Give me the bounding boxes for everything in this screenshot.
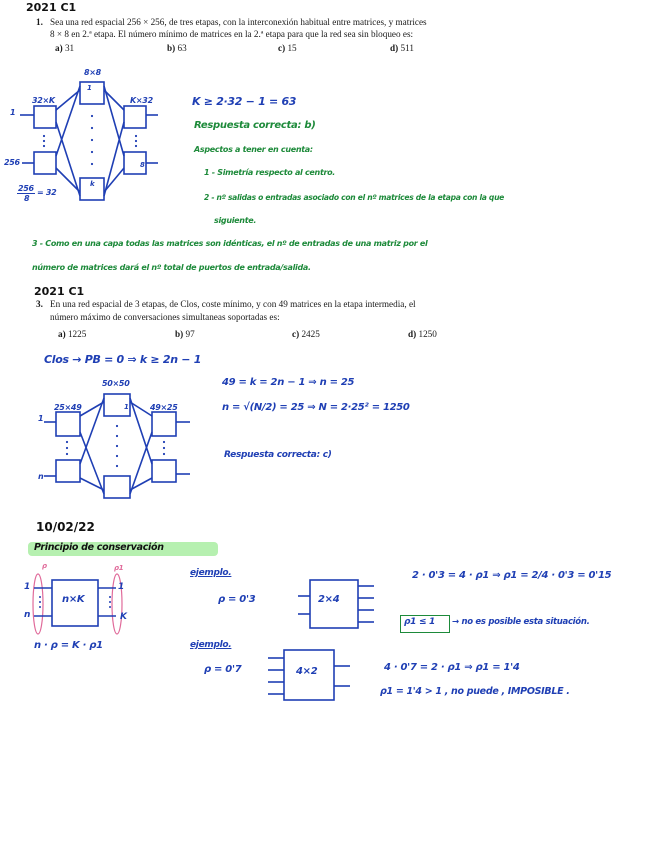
example1-matrix-diagram — [296, 574, 386, 634]
question3-option-b: b) 97 — [175, 329, 195, 339]
rho-input-label: ρ — [42, 562, 47, 570]
question3-option-a: a) 1225 — [58, 329, 87, 339]
clos-network-diagram-2 — [0, 380, 200, 500]
example1-label: ejemplo. — [190, 568, 232, 578]
diagram1-fraction-num: 256 — [18, 184, 34, 193]
question3-option-d: d) 1250 — [408, 329, 437, 339]
aspect-3-line2: número de matrices dará el nº total de puertos de entrada/salida. — [32, 263, 311, 272]
example1-box-label: 2×4 — [318, 594, 340, 605]
question3-option-c: c) 2425 — [292, 329, 320, 339]
diagram2-input-bottom: n — [38, 472, 44, 481]
question1-option-d: d) 511 — [390, 43, 414, 53]
formula-k: K ≥ 2·32 − 1 = 63 — [192, 95, 297, 108]
example1-calc: 2 · 0'3 = 4 · ρ1 ⇒ ρ1 = 2/4 · 0'3 = 0'15 — [412, 570, 612, 581]
answer-3: Respuesta correcta: c) — [224, 450, 332, 460]
clos-condition: Clos → PB = 0 ⇒ k ≥ 2n − 1 — [44, 353, 202, 366]
right-output-k: K — [120, 612, 127, 622]
question1-option-b: b) 63 — [167, 43, 187, 53]
question3-line1: En una red espacial de 3 etapas, de Clos, coste mínimo, y con 49 matrices en la etapa intermedia, el — [50, 299, 416, 309]
question3-line2: número máximo de conversaciones simultaneas soportadas es: — [50, 312, 280, 322]
aspect-2-line1: 2 - nº salidas o entradas asociado con el nº matrices de la etapa con la que — [204, 193, 505, 202]
section2-header: 2021 C1 — [34, 285, 85, 298]
example1-boxed-condition: ρ1 ≤ 1 — [404, 617, 435, 627]
diagram2-right-label: 49×25 — [150, 403, 178, 412]
diagram1-fraction-eq: = 32 — [37, 188, 57, 197]
aspects-title: Aspectos a tener en cuenta: — [194, 145, 313, 154]
question1-option-a: a) 31 — [55, 43, 75, 53]
diagram1-input-bottom: 256 — [4, 158, 20, 167]
diagram2-middle-label: 50×50 — [102, 379, 130, 388]
example2-calc: 4 · 0'7 = 2 · ρ1 ⇒ ρ1 = 1'4 — [384, 662, 520, 673]
example2-box-label: 4×2 — [296, 666, 318, 677]
example2-rho: ρ = 0'7 — [204, 664, 242, 675]
principle-title: Principio de conservación — [34, 542, 164, 553]
question1-option-c: c) 15 — [278, 43, 297, 53]
diagram2-input-top: 1 — [38, 414, 44, 423]
question1-number: 1. — [36, 17, 43, 27]
rho-output-label: ρ1 — [114, 564, 124, 572]
answer-1: Respuesta correcta: b) — [194, 120, 316, 131]
example1-rho: ρ = 0'3 — [218, 594, 256, 605]
diagram1-left-label: 32×K — [32, 96, 55, 105]
aspect-3-line1: 3 - Como en una capa todas las matrices son idénticas, el nº de entradas de una matriz por el — [32, 239, 428, 248]
clos-calc-line2: n = √(N/2) = 25 ⇒ N = 2·25² = 1250 — [222, 402, 410, 413]
left-input-n: n — [24, 610, 31, 620]
right-output-1: 1 — [118, 582, 124, 592]
example2-label: ejemplo. — [190, 640, 232, 650]
aspect-1: 1 - Simetría respecto al centro. — [204, 168, 336, 177]
matrix-nxk-label: n×K — [62, 594, 85, 605]
clos-calc-line1: 49 = k = 2n − 1 ⇒ n = 25 — [222, 377, 355, 388]
diagram1-fraction-den: 8 — [24, 194, 30, 203]
diagram1-box-8: 8 — [140, 161, 145, 169]
diagram1-input-top: 1 — [10, 108, 16, 117]
left-input-1: 1 — [24, 582, 30, 592]
diagram2-box-1: 1 — [124, 403, 129, 411]
diagram1-box-1: 1 — [87, 84, 92, 92]
example1-note: → no es posible esta situación. — [452, 617, 590, 627]
section1-header: 2021 C1 — [26, 1, 77, 14]
diagram1-right-label: K×32 — [130, 96, 153, 105]
question3-number: 3. — [36, 299, 43, 309]
diagram1-box-k: k — [90, 180, 95, 188]
question1-line1: Sea una red espacial 256 × 256, de tres etapas, con la interconexión habitual entre matrices, y matrices — [50, 17, 427, 27]
diagram2-left-label: 25×49 — [54, 403, 82, 412]
question1-line2: 8 × 8 en 2.ª etapa. El número mínimo de matrices en la 2.ª etapa para que la red sea sin bloqueo es: — [50, 29, 414, 39]
example2-result: ρ1 = 1'4 > 1 , no puede , IMPOSIBLE . — [380, 686, 570, 697]
notes-date: 10/02/22 — [36, 520, 95, 534]
diagram1-middle-label: 8×8 — [84, 68, 101, 77]
aspect-2-line2: siguiente. — [214, 216, 257, 225]
conservation-formula: n · ρ = K · ρ1 — [34, 640, 103, 651]
